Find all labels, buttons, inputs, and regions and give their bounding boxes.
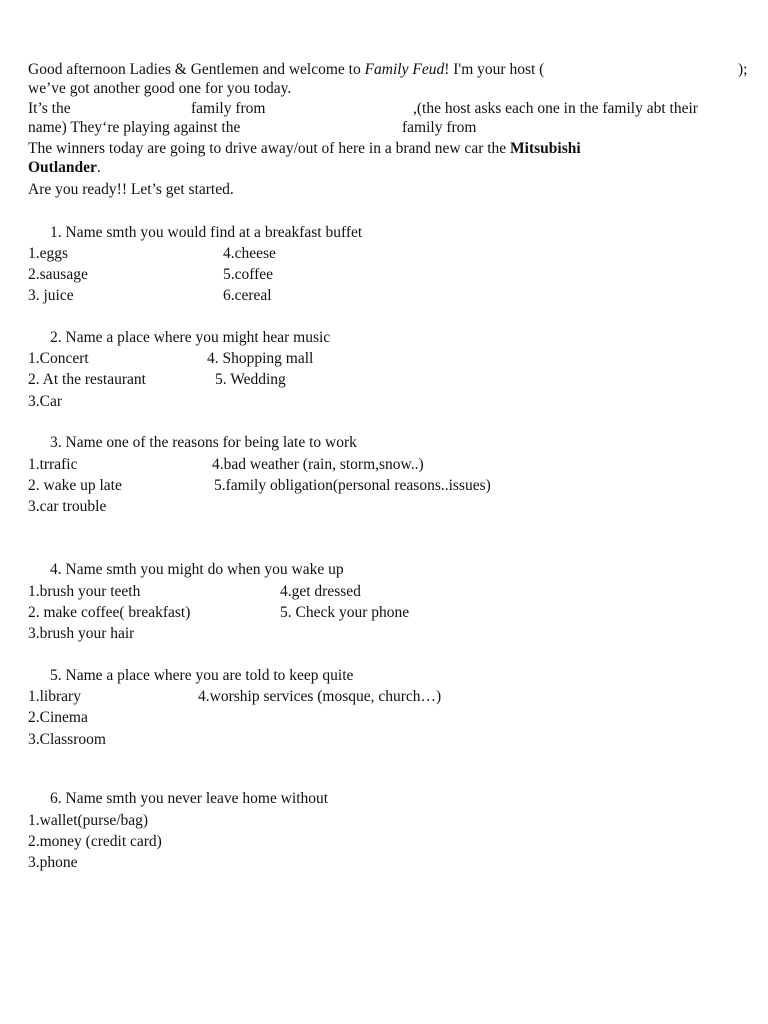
q5-answer-4: 4.worship services (mosque, church…) [198,688,442,705]
intro-host-text: ! I'm your host ( [444,61,545,78]
intro-line-3-c: ,(the host asks each one in the family abt their [413,100,698,117]
intro-line-3-a: It’s the [28,100,71,117]
question-4: 4. Name smth you might do when you wake up [50,561,344,578]
q3-answer-3: 3.car trouble [28,498,107,515]
q6-answer-3: 3.phone [28,854,78,871]
intro-line-7: Are you ready!! Let’s get started. [28,181,234,198]
q6-answer-1: 1.wallet(purse/bag) [28,812,149,829]
q2-answer-4: 4. Shopping mall [207,350,314,367]
intro-line-4-a: name) They‘re playing against the [28,119,241,136]
q2-answer-5: 5. Wedding [215,371,286,388]
q1-answer-5: 5.coffee [223,266,274,283]
intro-line-5 [28,139,581,158]
question-1: 1. Name smth you would find at a breakfast buffet [50,224,363,241]
q3-answer-1: 1.trrafic [28,456,78,473]
q1-answer-2: 2.sausage [28,266,88,283]
intro-line-6 [28,158,101,177]
show-title: Family Feud [364,61,445,78]
q5-answer-3: 3.Classroom [28,731,106,748]
question-2: 2. Name a place where you might hear music [50,329,331,346]
car-model: Outlander [28,159,97,176]
intro-line-3-b: family from [191,100,266,117]
q2-answer-3: 3.Car [28,393,63,410]
q3-answer-2: 2. wake up late [28,477,122,494]
car-brand: Mitsubishi [510,140,581,157]
q4-answer-1: 1.brush your teeth [28,583,141,600]
intro-line-1 [28,60,544,79]
question-5: 5. Name a place where you are told to keep quite [50,667,354,684]
question-3: 3. Name one of the reasons for being late to work [50,434,357,451]
question-6: 6. Name smth you never leave home without [50,790,329,807]
q4-answer-2: 2. make coffee( breakfast) [28,604,191,621]
q5-answer-2: 2.Cinema [28,709,88,726]
q4-answer-5: 5. Check your phone [280,604,410,621]
q3-answer-4: 4.bad weather (rain, storm,snow..) [212,456,424,473]
q6-answer-2: 2.money (credit card) [28,833,162,850]
intro-line-2: we’ve got another good one for you today. [28,80,292,97]
q1-answer-6: 6.cereal [223,287,272,304]
intro-line-4-b: family from [402,119,477,136]
q4-answer-4: 4.get dressed [280,583,361,600]
q4-answer-3: 3.brush your hair [28,625,135,642]
intro-welcome-text: Good afternoon Ladies & Gentlemen and welcome to [28,61,365,78]
q1-answer-1: 1.eggs [28,245,69,262]
intro-winners-text: The winners today are going to drive away/out of here in a brand new car the [28,140,511,157]
intro-host-close: ); [738,61,748,78]
q1-answer-3: 3. juice [28,287,74,304]
car-model-period: . [96,159,101,176]
q1-answer-4: 4.cheese [223,245,276,262]
q5-answer-1: 1.library [28,688,81,705]
q2-answer-2: 2. At the restaurant [28,371,146,388]
q3-answer-5: 5.family obligation(personal reasons..issues) [214,477,491,494]
q2-answer-1: 1.Concert [28,350,89,367]
